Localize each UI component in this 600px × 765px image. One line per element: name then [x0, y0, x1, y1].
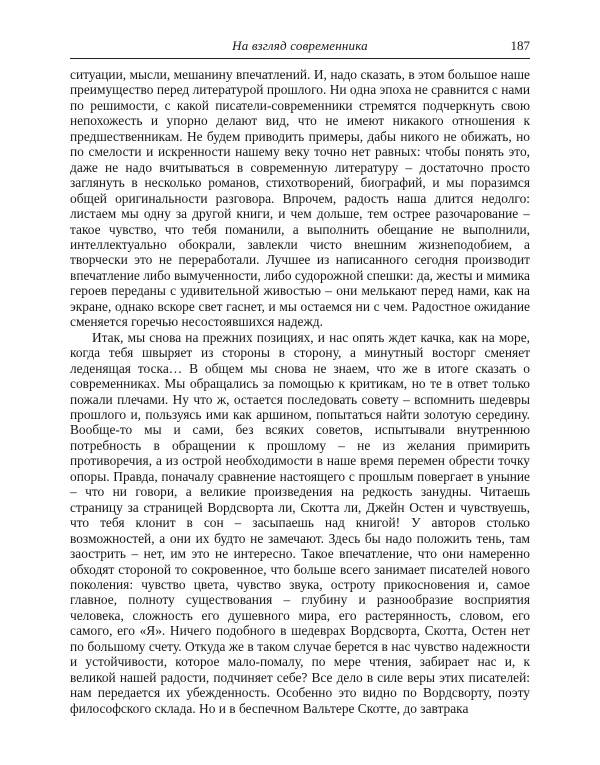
paragraph-continuation: ситуации, мысли, мешанину впечатлений. И, надо сказать, в этом большое наше преимущество перед литературой прошлого. Ни одна эпоха не сравнится с нами по решимости, с какой писатели-современники стремятся подчеркнуть свою непохожесть и упорно делают вид, что не имеют никакого отношения к предшественникам. Не будем приводить примеры, дабы никого не обижать, но по смелости и искренности нашему веку точно нет равных: чтобы понять это, даже не надо вчитываться в современную литературу – достаточно просто заглянуть в несколько романов, стихотворений, биографий, и мы поразимся общей оригинальности разговора. Впрочем, радость наша длится недолго: листаем мы одну за другой книги, и чем дольше, тем острее разочарование – такое чувство, что тебя поманили, а выполнить обещание не выполнили, интеллектуально обокрали, завлекли чисто внешним жизнеподобием, а творчески это не переработали. Лучшее из написанного сегодня производит впечатление либо вымученности, либо судорожной спешки: да, жесты и мимика героев переданы с удивительной живостью – они мелькают перед нами, как на экране, однако вскоре свет гаснет, и мы остаемся ни с чем. Радостное ожидание сменяется горечью несостоявшихся надежд. — [70, 67, 530, 330]
page-body — [70, 67, 530, 716]
paragraph: Итак, мы снова на прежних позициях, и нас опять ждет качка, как на море, когда тебя швыряет из стороны в сторону, а минутный восторг сменяет леденящая тоска… В общем мы снова не знаем, что же в итоге сказать о современниках. Мы обращались за помощью к критикам, но те в ответ только пожали плечами. Ну что ж, остается последовать совету – вспомнить шедевры прошлого и, пользуясь ими как аршином, попытаться найти золотую середину. Вообще-то мы и сами, без всяких советов, испытывали внутреннюю потребность в обращении к прошлому – не из желания примирить противоречия, а из острой необходимости в наше время перемен обрести точку опоры. Правда, поначалу сравнение настоящего с прошлым повергает в уныние – что ни говори, а великие произведения на редкость занудны. Читаешь страницу за страницей Вордсворта ли, Скотта ли, Джейн Остен и чувствуешь, что тебя клонит в сон – засыпаешь над книгой! У авторов столько возможностей, а они их будто не замечают. Здесь бы надо положить тень, там заострить – нет, им это не интересно. Такое впечатление, что они намеренно обходят стороной то сокровенное, что больше всего занимает писателей нового поколения: чувство цвета, чувство звука, остроту прикосновения и, самое главное, полноту существования – глубину и разнообразие восприятия человека, сложность его душевного мира, его растерянность, словом, его самого, его «Я». Ничего подобного в шедеврах Вордсворта, Скотта, Остен нет по большому счету. Откуда же в таком случае берется в нас чувство надежности и устойчивости, которое мало-помалу, по мере чтения, забирает нас и, к великой нашей радости, подчиняет себе? Все дело в силе веры этих писателей: нам передается их убежденность. Особенно это видно по Вордсворту, поэту философского склада. Но и в беспечном Вальтере Скотте, до завтрака — [70, 329, 530, 716]
page-header — [70, 38, 530, 56]
running-title: На взгляд современника — [232, 38, 368, 53]
page-number: 187 — [510, 38, 530, 53]
header-rule — [70, 58, 530, 59]
